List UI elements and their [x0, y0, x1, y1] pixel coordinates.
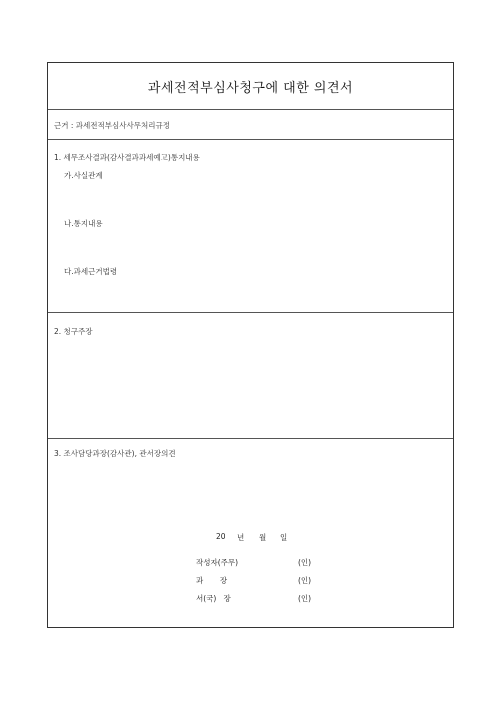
section-1: [48, 140, 453, 313]
date-year-label: 년: [237, 533, 245, 542]
section-3-heading: 3. 조사담당과장(감사관), 관서장의견: [54, 449, 176, 458]
seal-mark: (인): [298, 594, 312, 603]
form-title: 과세전적부심사청구에 대한 의견서: [147, 81, 354, 96]
seal-mark: (인): [298, 558, 312, 567]
date-day-label: 일: [280, 533, 288, 542]
signature-role: 과 장: [196, 576, 228, 585]
date-year-prefix: 20: [216, 532, 226, 541]
date-month-label: 월: [259, 533, 267, 542]
basis-text: 근거 : 과세전적부심사사무처리규정: [54, 121, 170, 130]
item-legal-basis: 다.과세근거법령: [64, 267, 118, 276]
section-3: [48, 439, 453, 629]
section-2: [48, 313, 453, 439]
item-facts: 가.사실관계: [64, 171, 103, 180]
section-1-heading: 1. 세무조사결과(감사결과과세예고)통지내용: [54, 153, 200, 162]
section-2-heading: 2. 청구주장: [54, 327, 93, 336]
seal-mark: (인): [298, 576, 312, 585]
basis-row: [48, 110, 453, 140]
opinion-form: [47, 62, 454, 628]
item-notice: 나.통지내용: [64, 219, 103, 228]
signature-role: 서(국) 장: [196, 594, 231, 603]
title-row: [48, 63, 453, 110]
signature-role: 작성자(주무): [196, 558, 239, 567]
